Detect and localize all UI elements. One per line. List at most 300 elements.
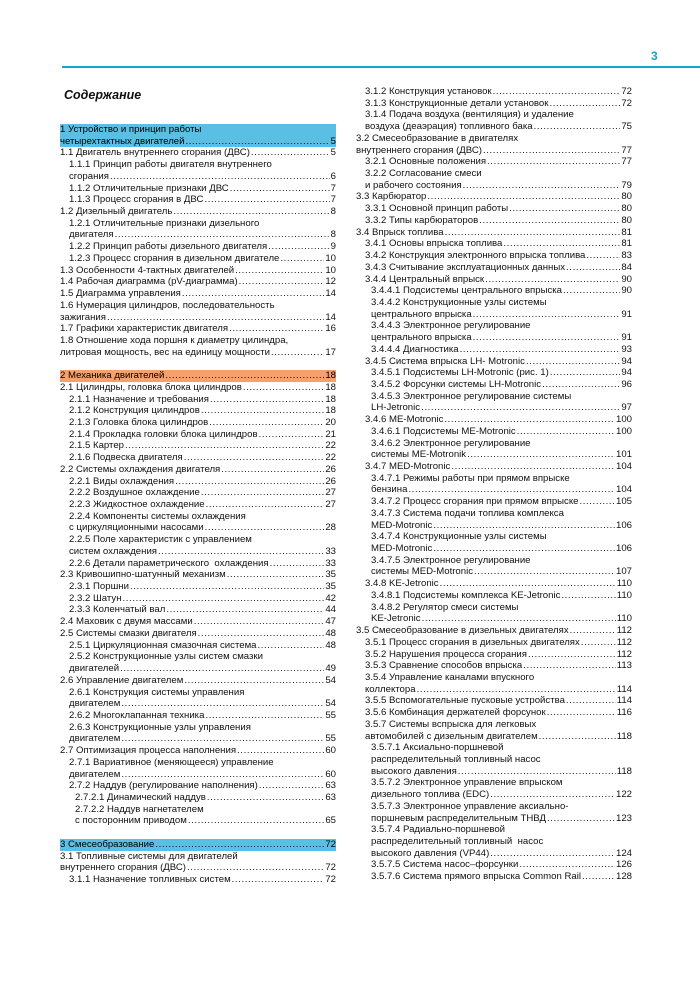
- toc-section-header[interactable]: [60, 370, 336, 382]
- toc-left-column: [60, 124, 336, 886]
- toc-page-number: 124: [615, 847, 632, 859]
- toc-entry-title: 2.7.2.1 Динамический наддув: [75, 791, 206, 803]
- toc-entry[interactable]: [356, 473, 632, 496]
- toc-entry-title: 3.1.3 Конструкционные детали установок: [365, 97, 549, 109]
- dot-leader: [194, 616, 325, 628]
- dot-leader: [237, 745, 324, 757]
- toc-page-number: 49: [325, 663, 336, 675]
- toc-entry[interactable]: [60, 194, 336, 206]
- toc-entry[interactable]: [60, 300, 336, 323]
- toc-entry-title: 2.1.1 Назначение и требования: [69, 393, 209, 405]
- toc-page-number: 72: [621, 86, 632, 97]
- toc-entry[interactable]: [356, 531, 632, 554]
- toc-entry-title: 2.3.3 Коленчатый вал: [69, 604, 166, 616]
- toc-entry[interactable]: [60, 511, 336, 534]
- toc-page-number: 55: [325, 733, 336, 745]
- toc-page-number: 35: [325, 569, 336, 581]
- dot-leader: [509, 203, 620, 215]
- toc-entry[interactable]: [60, 276, 336, 288]
- toc-entry[interactable]: [356, 156, 632, 168]
- toc-entry-title: 1.1.2 Отличительные признаки ДВС: [69, 182, 229, 194]
- toc-entry[interactable]: [356, 625, 632, 637]
- toc-page-number: 54: [325, 674, 336, 686]
- dot-leader: [201, 405, 325, 417]
- toc-page-number: 110: [616, 578, 632, 590]
- toc-entry[interactable]: [60, 335, 336, 358]
- toc-page-number: 26: [325, 463, 336, 475]
- toc-entry[interactable]: [60, 874, 336, 886]
- dot-leader: [270, 558, 325, 570]
- toc-page-number: 110: [616, 613, 632, 625]
- toc-entry-title: с циркуляционными насосами: [69, 522, 204, 534]
- toc-entry[interactable]: [356, 215, 632, 227]
- toc-entry[interactable]: [60, 476, 336, 488]
- toc-entry[interactable]: [356, 496, 632, 508]
- dot-leader: [440, 578, 616, 590]
- toc-entry-title: 2.1.6 Подвеска двигателя: [69, 452, 183, 464]
- dot-leader: [205, 710, 324, 722]
- toc-page-number: 22: [325, 452, 336, 464]
- toc-entry-title: двигателем: [69, 698, 121, 710]
- dot-leader: [570, 625, 616, 637]
- toc-entry[interactable]: [60, 804, 336, 827]
- toc-page-number: 114: [616, 695, 632, 707]
- toc-entry[interactable]: [356, 871, 632, 883]
- dot-leader: [166, 604, 324, 616]
- toc-entry[interactable]: [356, 238, 632, 250]
- toc-entry-title: 1.2 Дизельный двигатель: [60, 206, 173, 218]
- toc-entry[interactable]: [60, 429, 336, 441]
- toc-entry-title: 3.4 Впрыск топлива: [356, 226, 444, 238]
- toc-entry[interactable]: [356, 660, 632, 672]
- dot-leader: [239, 276, 325, 288]
- toc-entry[interactable]: [356, 250, 632, 262]
- toc-entry-title: 3.4.7.5 Электронное регулирование: [371, 554, 531, 566]
- toc-entry[interactable]: [60, 218, 336, 241]
- toc-entry[interactable]: [60, 417, 336, 429]
- toc-entry[interactable]: [356, 426, 632, 438]
- toc-entry-title: 2.3 Кривошипно-шатунный механизм: [60, 569, 226, 581]
- toc-page-number: 113: [616, 660, 632, 672]
- toc-page-number: 18: [325, 381, 336, 393]
- toc-page-number: 33: [325, 545, 336, 557]
- dot-leader: [121, 769, 324, 781]
- dot-leader: [547, 813, 615, 825]
- toc-entry-title: 1.2.2 Принцип работы дизельного двигателя: [69, 241, 268, 253]
- toc-entry-title: KE-Jetronic: [371, 613, 421, 625]
- toc-entry-title: 2.1.3 Головка блока цилиндров: [69, 416, 209, 428]
- toc-entry[interactable]: [356, 695, 632, 707]
- toc-entry-title: 2.2.5 Поле характеристик с управлением: [69, 534, 252, 546]
- toc-page-number: 122: [615, 789, 632, 801]
- dot-leader: [165, 370, 324, 382]
- dot-leader: [259, 780, 325, 792]
- toc-page-number: 116: [616, 707, 632, 719]
- toc-entry[interactable]: [60, 147, 336, 159]
- toc-entry-title: систем охлаждения: [69, 545, 157, 557]
- dot-leader: [243, 382, 325, 394]
- toc-entry[interactable]: [356, 297, 632, 320]
- dot-leader: [115, 229, 330, 241]
- dot-leader: [473, 332, 621, 344]
- toc-page-number: 106: [615, 519, 632, 531]
- toc-entry[interactable]: [60, 780, 336, 792]
- toc-entry[interactable]: [60, 675, 336, 687]
- toc-entry[interactable]: [60, 487, 336, 499]
- toc-entry[interactable]: [356, 203, 632, 215]
- toc-page-number: 6: [330, 170, 336, 182]
- toc-page-number: 14: [325, 288, 336, 300]
- toc-entry-title: системы ME-Motronik: [371, 449, 467, 461]
- toc-entry[interactable]: [60, 206, 336, 218]
- toc-entry[interactable]: [356, 824, 632, 859]
- toc-entry-title: 3.5.6 Комбинация держателей форсунок: [365, 707, 546, 719]
- toc-entry[interactable]: [60, 851, 336, 874]
- toc-entry-title: 3 Смесеобразование: [60, 838, 155, 850]
- toc-page-number: 35: [325, 581, 336, 593]
- toc-entry[interactable]: [60, 593, 336, 605]
- toc-entry-title: 1.2.3 Процесс сгорания в дизельном двигателе: [69, 252, 280, 264]
- toc-entry[interactable]: [60, 265, 336, 277]
- dot-leader: [221, 464, 324, 476]
- toc-page-number: 123: [615, 812, 632, 824]
- toc-entry-title: 1.2.1 Отличительные признаки дизельного: [69, 217, 260, 229]
- toc-entry-title: 3.3 Карбюратор: [356, 191, 427, 203]
- dot-leader: [121, 733, 324, 745]
- toc-entry-title: 2.5.2 Конструкционные узлы систем смазки: [69, 651, 263, 663]
- toc-entry-title: 2.2.3 Жидкостное охлаждение: [69, 499, 205, 510]
- toc-entry[interactable]: [60, 581, 336, 593]
- toc-page-number: 104: [615, 461, 632, 472]
- toc-entry[interactable]: [356, 168, 632, 191]
- dot-leader: [268, 241, 329, 253]
- toc-entry-title: распределительный топливный насос: [371, 836, 544, 847]
- toc-entry-title: 3.5.7 Системы вспрыска для легковых: [365, 718, 537, 730]
- toc-page-number: 100: [615, 425, 632, 437]
- toc-entry[interactable]: [60, 241, 336, 253]
- toc-entry-title: 3.1 Топливные системы для двигателей: [60, 850, 238, 862]
- toc-entry[interactable]: [356, 508, 632, 531]
- toc-page-number: 60: [325, 745, 336, 757]
- toc-entry-title: двигателя: [69, 229, 114, 241]
- toc-entry-title: 3.5.5 Вспомогательные пусковые устройства: [365, 695, 565, 707]
- toc-page-number: 7: [330, 182, 336, 194]
- toc-entry[interactable]: [356, 602, 632, 625]
- toc-entry[interactable]: [60, 604, 336, 616]
- dot-leader: [205, 522, 325, 534]
- toc-entry-title: 3.4.4.1 Подсистемы центрального впрыска: [371, 285, 563, 297]
- toc-entry[interactable]: [60, 464, 336, 476]
- toc-entry-title: 3.5.2 Нарушения процесса сгорания: [365, 648, 527, 660]
- toc-page-number: 9: [330, 241, 336, 253]
- toc-page-number: 54: [325, 698, 336, 710]
- toc-page-number: 72: [325, 874, 336, 885]
- toc-entry-title: 2 Механика двигателей: [60, 370, 165, 382]
- toc-entry-title: распределительный топливный насос: [371, 753, 541, 765]
- dot-leader: [232, 874, 325, 886]
- toc-entry-title: 3.4.8 KE-Jetronic: [365, 578, 439, 590]
- toc-entry[interactable]: [60, 288, 336, 300]
- toc-entry[interactable]: [60, 616, 336, 628]
- toc-entry-title: 3.5.7.2 Электронное управление впрыском: [371, 777, 563, 789]
- dot-leader: [566, 695, 616, 707]
- toc-entry[interactable]: [60, 569, 336, 581]
- toc-entry-title: 2.2.6 Детали параметрического охлаждения: [69, 557, 269, 569]
- toc-entry[interactable]: [60, 323, 336, 335]
- toc-page-number: 77: [621, 156, 632, 168]
- toc-entry-title: 1.1.3 Процесс сгорания в ДВС: [69, 194, 204, 206]
- dot-leader: [542, 379, 620, 391]
- dot-leader: [230, 183, 330, 195]
- toc-entry[interactable]: [60, 722, 336, 745]
- toc-entry[interactable]: [356, 438, 632, 461]
- toc-entry-title: 3.2.2 Согласование смеси: [365, 168, 482, 180]
- toc-entry[interactable]: [60, 452, 336, 464]
- dot-leader: [549, 98, 620, 110]
- dot-leader: [184, 452, 325, 464]
- toc-entry[interactable]: [356, 367, 632, 379]
- dot-leader: [187, 862, 324, 874]
- section-spacer: [60, 827, 336, 839]
- toc-page-number: 72: [325, 862, 336, 874]
- toc-entry-title: 3.4.5.3 Электронное регулирование системы: [371, 390, 572, 402]
- dot-leader: [561, 590, 615, 602]
- toc-entry[interactable]: [356, 391, 632, 414]
- toc-entry[interactable]: [60, 687, 336, 710]
- toc-page-number: 118: [616, 730, 632, 742]
- dot-leader: [227, 569, 325, 581]
- dot-leader: [188, 815, 324, 827]
- toc-entry-title: литровая мощность, вес на единицу мощности: [60, 346, 270, 358]
- toc-entry[interactable]: [356, 859, 632, 871]
- toc-entry[interactable]: [356, 672, 632, 695]
- toc-entry[interactable]: [60, 558, 336, 570]
- toc-entry-title: воздуха (деаэрация) топливного бака: [365, 121, 533, 133]
- dot-leader: [421, 402, 620, 414]
- toc-entry[interactable]: [356, 777, 632, 800]
- toc-entry[interactable]: [60, 792, 336, 804]
- toc-entry[interactable]: [356, 555, 632, 578]
- toc-entry[interactable]: [60, 640, 336, 652]
- dot-leader: [271, 347, 324, 359]
- toc-entry[interactable]: [60, 394, 336, 406]
- toc-entry[interactable]: [60, 253, 336, 265]
- toc-entry[interactable]: [356, 109, 632, 132]
- dot-leader: [207, 792, 324, 804]
- toc-entry[interactable]: [60, 745, 336, 757]
- toc-entry-title: 2.6.2 Многоклапанная техника: [69, 709, 205, 721]
- toc-page-number: 10: [325, 252, 336, 264]
- toc-entry[interactable]: [356, 285, 632, 297]
- toc-entry-title: 3.5.7.1 Аксиально-поршневой: [371, 742, 504, 754]
- toc-entry-title: 3.4.1 Основы впрыска топлива: [365, 238, 503, 250]
- toc-entry-title: 3.4.8.1 Подсистемы комплекса KE-Jetronic: [371, 589, 561, 601]
- dot-leader: [251, 147, 330, 159]
- dot-leader: [433, 520, 615, 532]
- dot-leader: [586, 250, 620, 262]
- toc-page-number: 72: [621, 97, 632, 109]
- dot-leader: [125, 440, 324, 452]
- toc-entry-title: 2.6 Управление двигателем: [60, 674, 184, 686]
- toc-entry[interactable]: [60, 628, 336, 640]
- toc-entry-title: MED-Motronic: [371, 519, 433, 531]
- toc-entry[interactable]: [60, 757, 336, 780]
- toc-entry-title: 3.4.7.3 Система подачи топлива комплекса: [371, 507, 564, 519]
- toc-entry[interactable]: [60, 159, 336, 182]
- toc-entry-title: внутреннего сгорания (ДВС): [356, 144, 482, 156]
- toc-entry[interactable]: [356, 227, 632, 239]
- toc-entry[interactable]: [60, 534, 336, 557]
- toc-entry-title: 2.4 Маховик с двумя массами: [60, 616, 193, 628]
- toc-entry[interactable]: [356, 379, 632, 391]
- toc-page-number: 107: [615, 566, 632, 578]
- toc-entry-title: 2.3.1 Поршни: [69, 581, 129, 593]
- toc-entry-title: 2.2.1 Виды охлаждения: [69, 475, 175, 487]
- toc-entry[interactable]: [356, 320, 632, 343]
- toc-page-number: 91: [621, 332, 632, 344]
- toc-page-number: 75: [621, 121, 632, 133]
- toc-page-number: 104: [615, 484, 632, 496]
- dot-leader: [110, 171, 330, 183]
- toc-page-number: 60: [325, 768, 336, 780]
- toc-entry[interactable]: [356, 98, 632, 110]
- toc-entry-title: 3.4.2 Конструкция электронного впрыска топлива: [365, 250, 586, 262]
- toc-entry-title: 2.6.1 Конструкция системы управления: [69, 686, 245, 698]
- toc-entry[interactable]: [60, 651, 336, 674]
- toc-page-number: 44: [325, 604, 336, 616]
- toc-entry-title: 3.2.1 Основные положения: [365, 156, 487, 168]
- toc-entry-title: 3.4.7.2 Процесс сгорания при прямом впрыске: [371, 496, 579, 508]
- dot-leader: [526, 356, 620, 368]
- toc-entry-title: LH-Jetronic: [371, 402, 421, 414]
- toc-page-number: 8: [330, 206, 336, 218]
- toc-entry[interactable]: [60, 382, 336, 394]
- toc-entry[interactable]: [60, 183, 336, 195]
- toc-entry[interactable]: [356, 133, 632, 156]
- toc-entry-title: 1.5 Диаграмма управления: [60, 288, 181, 300]
- toc-entry-title: 3.4.5.2 Форсунки системы LH-Motronic: [371, 378, 542, 390]
- toc-entry-title: системы MED-Motronic: [371, 566, 474, 578]
- toc-page-number: 105: [615, 496, 632, 508]
- toc-entry[interactable]: [356, 801, 632, 824]
- toc-entry[interactable]: [60, 499, 336, 511]
- dot-leader: [417, 684, 616, 696]
- toc-entry[interactable]: [356, 414, 632, 426]
- toc-page-number: 94: [621, 367, 632, 379]
- dot-leader: [198, 628, 325, 640]
- toc-page-number: 33: [325, 557, 336, 569]
- toc-entry-title: 2.7.2 Наддув (регулирование наполнения): [69, 780, 258, 792]
- dot-leader: [473, 309, 621, 321]
- toc-entry-title: 3.3.2 Типы карбюраторов: [365, 214, 479, 226]
- toc-entry[interactable]: [356, 590, 632, 602]
- toc-entry-title: 3.2 Смесеобразование в двигателях: [356, 132, 519, 144]
- toc-page-number: 18: [325, 393, 336, 405]
- toc-page-number: 42: [325, 592, 336, 604]
- toc-entry-title: автомобилей с дизельным двигателем: [365, 730, 538, 742]
- toc-entry[interactable]: [60, 440, 336, 452]
- toc-entry[interactable]: [356, 262, 632, 274]
- dot-leader: [493, 86, 621, 98]
- toc-entry-title: 3.1.2 Конструкция установок: [365, 86, 492, 97]
- toc-entry[interactable]: [60, 710, 336, 722]
- page-title: Содержание: [64, 88, 142, 102]
- toc-entry-title: 3.4.6 ME-Motronic: [365, 414, 444, 426]
- toc-entry-title: двигателем: [69, 768, 121, 780]
- toc-page-number: 10: [325, 264, 336, 276]
- toc-entry-title: 3.4.4.3 Электронное регулирование: [371, 320, 531, 332]
- dot-leader: [458, 766, 616, 778]
- dot-leader: [490, 848, 615, 860]
- toc-entry-title: четырехтактных двигателей: [60, 135, 185, 147]
- dot-leader: [474, 566, 615, 578]
- toc-entry[interactable]: [356, 637, 632, 649]
- dot-leader: [528, 649, 616, 661]
- toc-entry[interactable]: [356, 274, 632, 286]
- toc-section-header[interactable]: [60, 124, 336, 147]
- toc-entry[interactable]: [356, 742, 632, 777]
- toc-entry-title: 2.2 Системы охлаждения двигателя: [60, 463, 221, 475]
- dot-leader: [422, 613, 616, 625]
- toc-entry-title: 2.7 Оптимизация процесса наполнения: [60, 745, 237, 757]
- toc-entry[interactable]: [356, 719, 632, 742]
- dot-leader: [547, 707, 616, 719]
- toc-entry-title: 2.6.3 Конструкционные узлы управления: [69, 721, 251, 733]
- toc-page-number: 81: [621, 238, 632, 250]
- toc-page-number: 26: [325, 475, 336, 487]
- toc-entry-title: 1.1.1 Принцип работы двигателя внутреннего: [69, 159, 272, 171]
- dot-leader: [519, 859, 615, 871]
- toc-entry[interactable]: [356, 191, 632, 203]
- toc-entry-title: 3.4.7.4 Конструкционные узлы системы: [371, 531, 547, 543]
- dot-leader: [408, 484, 615, 496]
- toc-page-number: 83: [621, 250, 632, 262]
- toc-entry[interactable]: [356, 649, 632, 661]
- dot-leader: [204, 194, 329, 206]
- dot-leader: [186, 136, 330, 148]
- toc-entry[interactable]: [356, 707, 632, 719]
- dot-leader: [451, 461, 615, 473]
- toc-entry[interactable]: [356, 86, 632, 98]
- toc-entry-title: зажигания: [60, 311, 106, 323]
- toc-entry-title: 2.2.2 Воздушное охлаждение: [69, 487, 200, 499]
- toc-entry[interactable]: [356, 356, 632, 368]
- dot-leader: [120, 663, 324, 675]
- toc-entry[interactable]: [356, 578, 632, 590]
- dot-leader: [460, 344, 621, 356]
- toc-entry-title: внутреннего сгорания (ДВС): [60, 862, 186, 874]
- toc-page-number: 93: [621, 343, 632, 355]
- toc-page-number: 90: [621, 285, 632, 297]
- toc-entry-title: дизельного топлива (EDC): [371, 789, 490, 801]
- toc-entry-title: 3.5.7.4 Радиально-поршневой: [371, 824, 506, 836]
- toc-entry-title: 1.3 Особенности 4-тактных двигателей: [60, 264, 235, 276]
- toc-section-header[interactable]: [60, 839, 336, 851]
- toc-entry[interactable]: [356, 461, 632, 473]
- toc-entry-title: 3.4.5.1 Подсистемы LH-Motronic (рис. 1): [371, 367, 549, 379]
- toc-page-number: 17: [325, 346, 336, 358]
- toc-page-number: 5: [330, 135, 336, 147]
- dot-leader: [184, 675, 324, 687]
- toc-entry[interactable]: [356, 344, 632, 356]
- dot-leader: [523, 660, 615, 672]
- header-rule: [62, 66, 700, 68]
- toc-page-number: 20: [325, 416, 336, 428]
- toc-entry-title: 2.3.2 Шатун: [69, 592, 122, 604]
- toc-entry[interactable]: [60, 405, 336, 417]
- dot-leader: [210, 394, 324, 406]
- toc-page-number: 112: [616, 648, 632, 660]
